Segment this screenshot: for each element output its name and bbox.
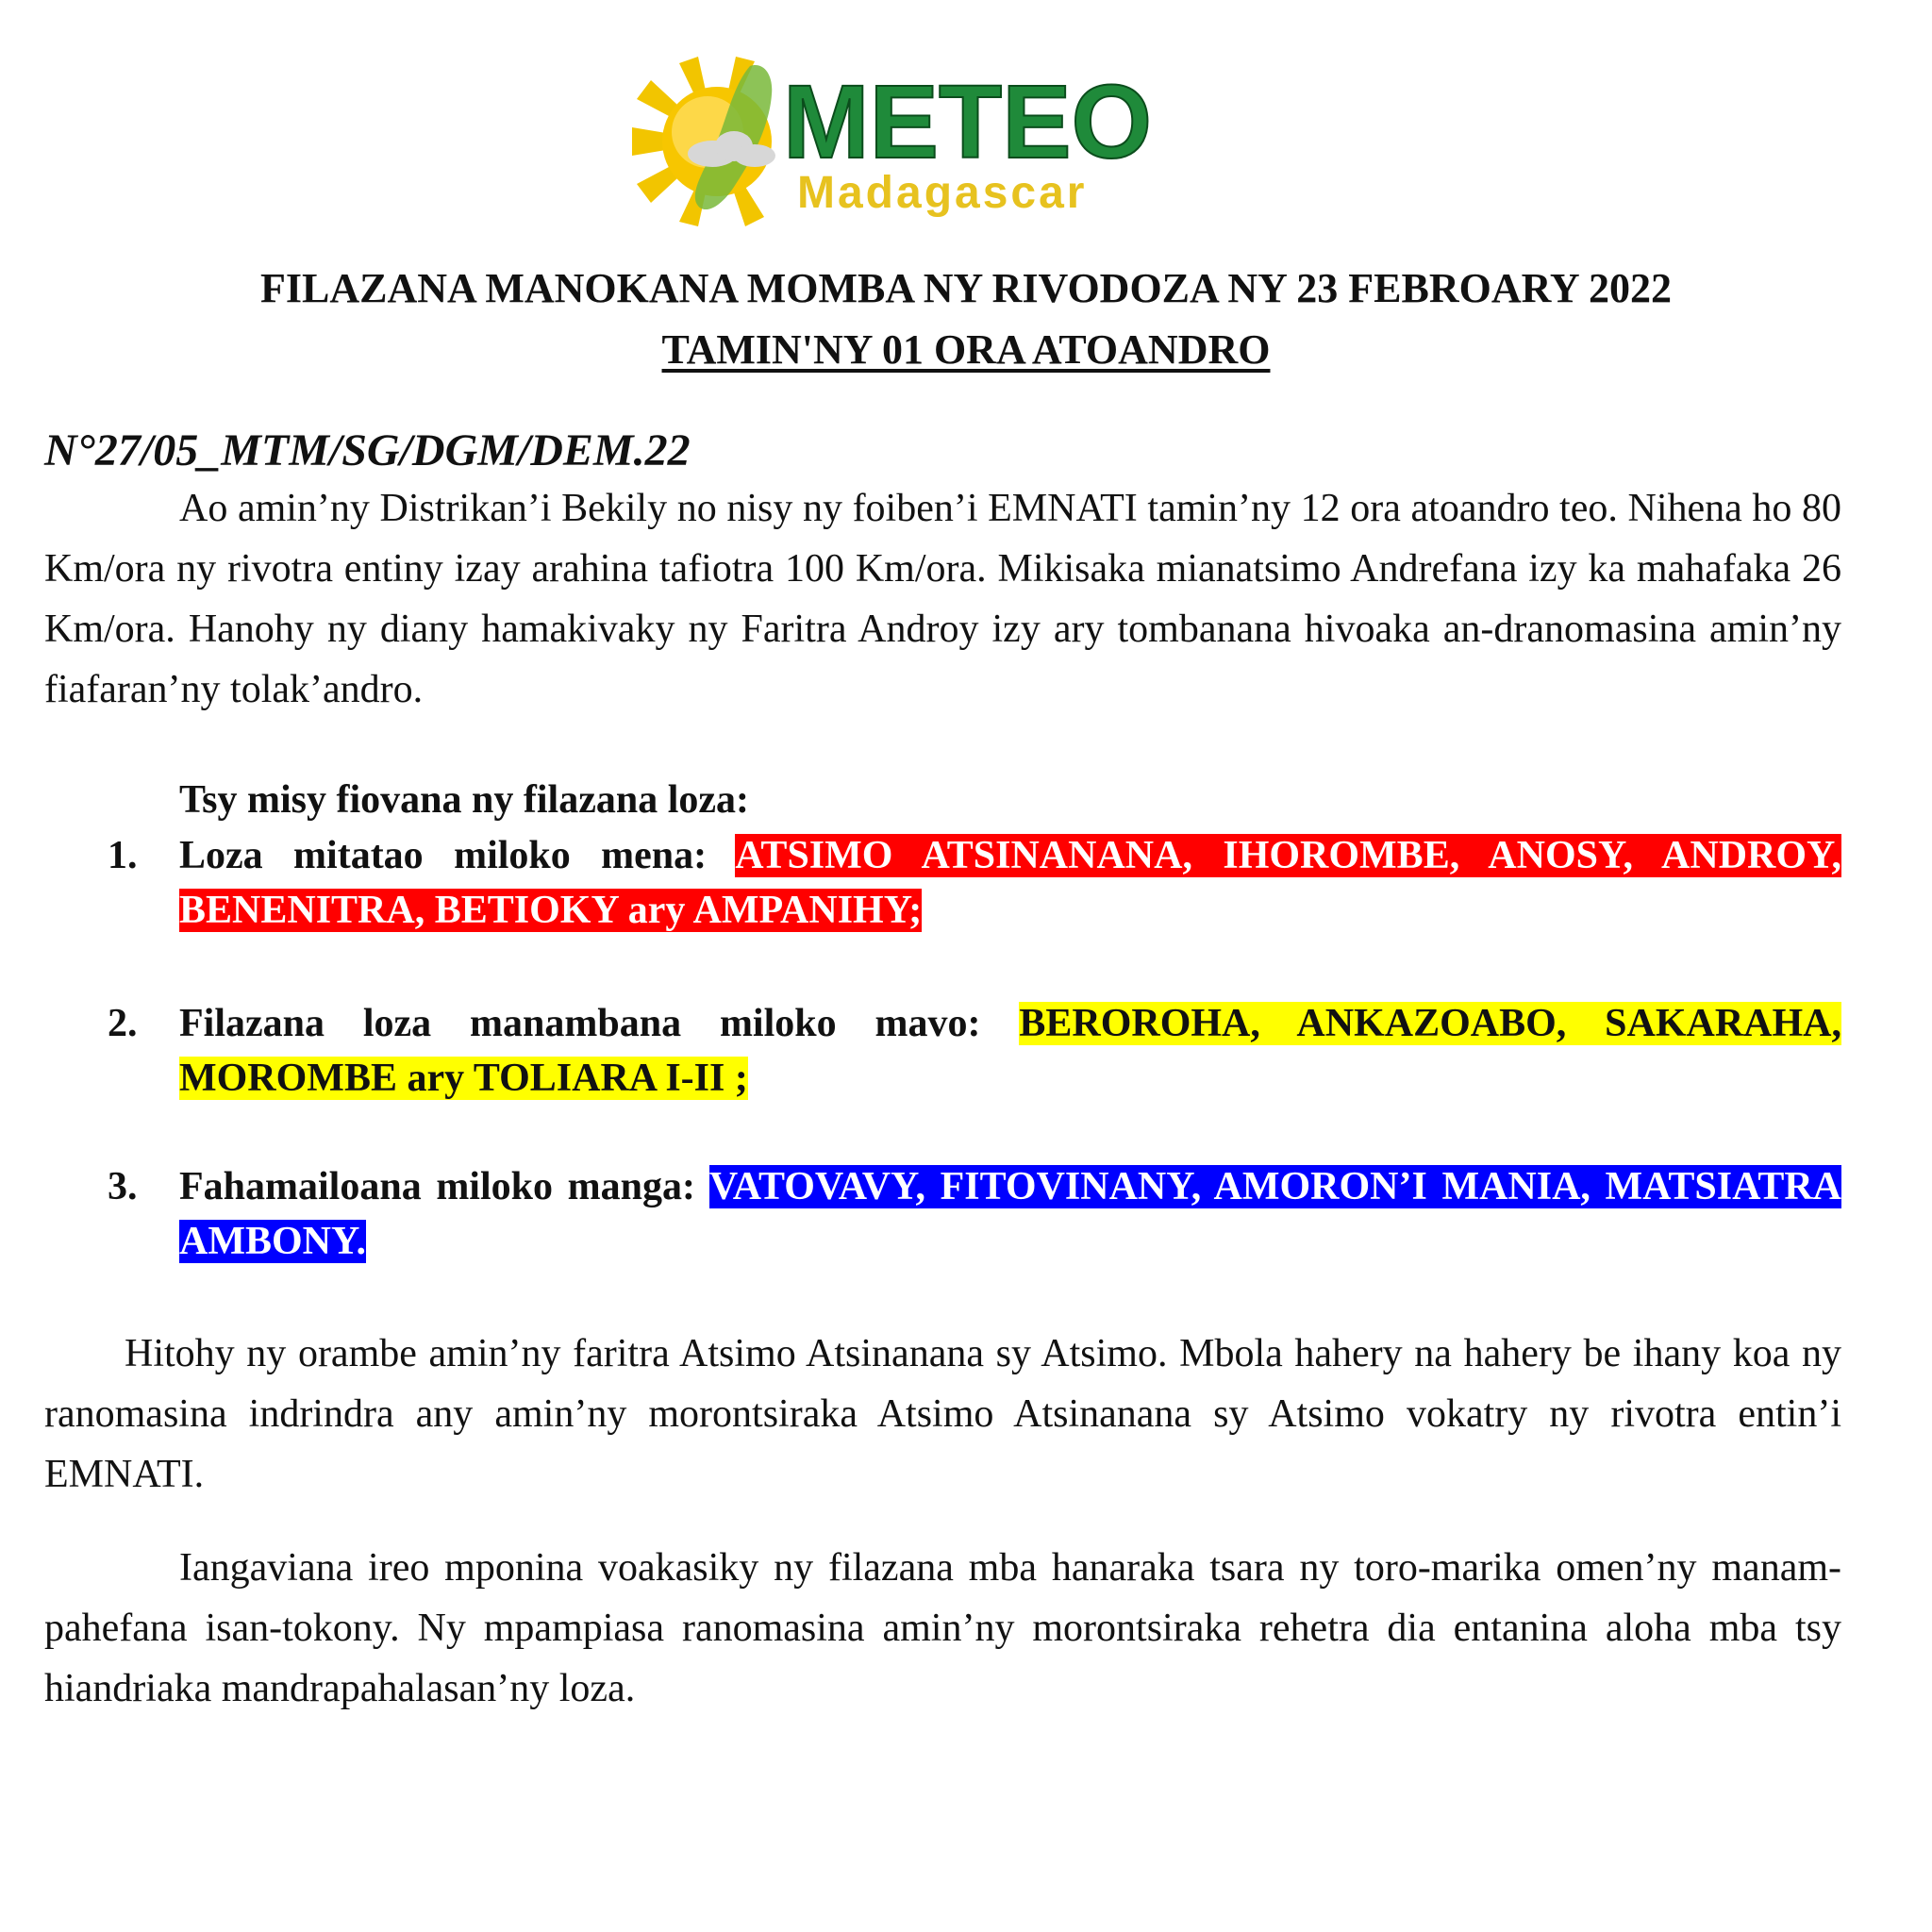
warning-number: 1. [108, 834, 138, 877]
warning-item-yellow [108, 996, 1841, 1106]
bulletin-subtitle: TAMIN'NY 01 ORA ATOANDRO [661, 326, 1271, 373]
warning-item-red [108, 828, 1841, 938]
warning-regions-blue: VATOVAVY, FITOVINANY, AMORON’I MANIA, MATSIATRA AMBONY. [179, 1165, 1842, 1263]
rain-paragraph: Hitohy ny orambe amin’ny faritra Atsimo Atsinanana sy Atsimo. Mbola hahery na hahery be ihany koa ny ranomasina indrindra any amin’ny morontsiraka Atsimo Atsinanana sy Atsimo vokatry ny rivotra entin’i EMNATI. [44, 1332, 1841, 1496]
warning-item-blue [108, 1159, 1842, 1269]
warning-label: Fahamailoana miloko manga: [179, 1165, 709, 1208]
warning-label: Loza mitatao miloko mena: [179, 834, 736, 877]
warning-regions-red: ATSIMO ATSINANANA, IHOROMBE, ANOSY, ANDROY, BENENITRA, BETIOKY ary AMPANIHY; [179, 834, 1841, 932]
warning-regions-yellow: BEROROHA, ANKAZOABO, SAKARAHA, MOROMBE ary TOLIARA I-II ; [179, 1002, 1841, 1100]
warning-number: 3. [108, 1165, 138, 1208]
bulletin-title: FILAZANA MANOKANA MOMBA NY RIVODOZA NY 23 FEBROARY 2022 [259, 265, 1673, 311]
warning-number: 2. [108, 1002, 138, 1045]
meteo-madagascar-logo [623, 52, 1170, 231]
logo-sub-text: Madagascar [797, 168, 1088, 218]
warnings-lead: Tsy misy fiovana ny filazana loza: [179, 778, 749, 822]
bulletin-reference: N°27/05_MTM/SG/DGM/DEM.22 [44, 425, 691, 475]
logo-main-text: METEO [783, 64, 1153, 180]
intro-paragraph: Ao amin’ny Distrikan’i Bekily no nisy ny foiben’i EMNATI tamin’ny 12 ora atoandro teo. Nihena ho 80 Km/ora ny rivotra entiny izay arahina tafiotra 100 Km/ora. Mikisaka mianatsimo Andrefana izy ka mahafaka 26 Km/ora. Hanohy ny diany hamakivaky ny Faritra Androy izy ary tombanana hivoaka an-dranomasina amin’ny fiafaran’ny tolak’andro. [44, 487, 1841, 711]
logo-graphic [623, 52, 1170, 231]
advice-paragraph: Iangaviana ireo mponina voakasiky ny filazana mba hanaraka tsara ny toro-marika omen’ny manam-pahefana isan-tokony. Ny mpampiasa ranomasina amin’ny morontsiraka rehetra dia entanina aloha mba tsy hiandriaka mandrapahalasan’ny loza. [44, 1546, 1841, 1710]
warning-label: Filazana loza manambana miloko mavo: [179, 1002, 1020, 1045]
